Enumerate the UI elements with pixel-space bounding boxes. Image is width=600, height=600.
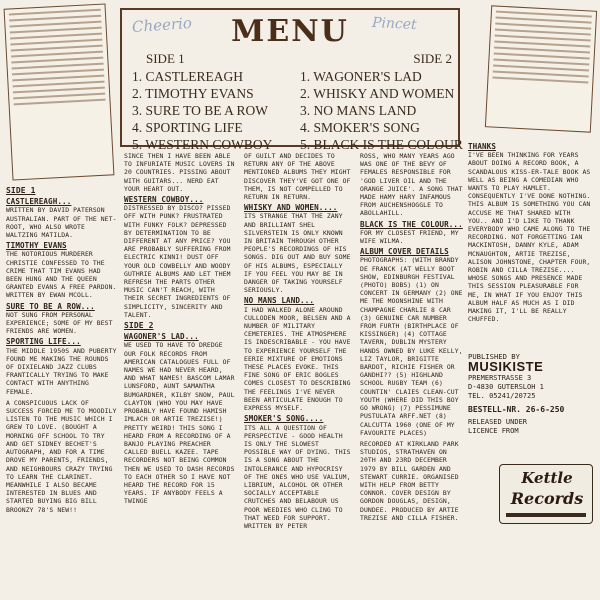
section-heading: SMOKER'S SONG.... (244, 414, 324, 424)
catalogue-number: BESTELL-NR. 26-6-250 (468, 405, 565, 414)
section-text: ROSS, WHO MANY YEARS AGO WAS ONE OF THE BEVY OF FEMALES RESPONSIBLE FOR 'GOD LIVER OIL AND THE ORANGE JUICE'. A SONG THAT MADE HAMY HARY INFAMOUS FROM AUCHENSHOGGLE TO ABOLLAHILL. (360, 152, 463, 218)
side1-tracklist (132, 50, 292, 153)
records-logo-word: Records (510, 489, 584, 508)
section-heading: CASTLEREAGH... (6, 197, 72, 207)
decorative-note-card-left (4, 3, 115, 180)
side2-track: 2. WHISKY AND WOMEN (300, 86, 455, 101)
published-by-label: PUBLISHED BY (468, 352, 520, 361)
section-heading: WAGONER'S LAD... (124, 332, 199, 342)
section-text: ITS STRANGE THAT THE ZANY AND BRILLIANT SHEL SILVERSTEIN IS ONLY KNOWN IN BRITAIN THROUGH OTHER PEOPLE'S RECORDINGS OF HIS SONGS. DIG OUT AND BUY SOME OF HIS ALBUMS, ESPECIALLY IF YOU FEEL YOU MAY BE IN DANGER OF TAKING YOURSELF SERIOUSLY. (244, 212, 351, 295)
side2-track: 3. NO MANS LAND (300, 103, 417, 118)
section-text: THE NOTORIOUS MURDERER CHRISTIE CONFESSED TO THE CRIME THAT TIM EVANS HAD BEEN HUNG AND THE QUEEN GRANTED EVANS A FREE PARDON. WRITTEN BY EWAN MCOLL. (6, 250, 117, 300)
notes-column-4 (360, 152, 464, 525)
section-text: FOR MY CLOSEST FRIEND, MY WIFE WILMA. (360, 228, 459, 246)
section-heading: SIDE 2 (124, 321, 154, 331)
section-heading: SURE TO BE A ROW... (6, 301, 95, 311)
side2-tracklist (300, 50, 463, 153)
section-heading: BLACK IS THE COLOUR... (360, 219, 463, 229)
publisher-address-line: D-4830 GUTERSLOH 1 (468, 383, 544, 391)
section-text: I'VE BEEN THINKING FOR YEARS ABOUT DOING A RECORD BOOK, A SCANDALOUS KISS-ER-TALE BOOK AS WELL AS BEING A COMEDIAN WHO WANTS TO PLAY HAMLET. CONSEQUENTLY I'VE DONE NOTHING. THIS ALBUM IS SOMETHING YOU CAN ACCUSE ME THAT SHARED WITH YOU.. AND I'D LIKE TO THANK EVERYBODY WHO CAME ALONG TO THE RECORDING. NOT FORGETTING IAN MACKINTOSH, DANNY KYLE, ADAM MCNAUGHTON, ARTIE TREZISE, ALISON JOHNSTONE, CHAPTER FOUR, ROBIN AND CILLA TREZISE.... WHOSE SONGS AND PRESENCE MADE THIS SESSION PLEASURABLE FOR ME, IN WHAT IF YOU ENJOY THIS ALBUM HALF AS MUCH AS I DID MAKING IT, I'LL BE REALLY CHUFFED. (468, 151, 591, 324)
decorative-note-card-right (485, 5, 597, 132)
publisher-info (468, 352, 593, 436)
section-text: THE MIDDLE 1950S AND PUBERTY FOUND ME MAKING THE ROUNDS OF DIXIELAND JAZZ CLUBS FRANTICALLY TRYING TO MAKE CONTACT WITH ANYTHING FEMALE. (6, 346, 117, 396)
section-heading: WHISKY AND WOMEN.... (244, 203, 338, 213)
section-text: SINCE THEN I HAVE BEEN ABLE TO INFURIATE MUSIC LOVERS IN 20 COUNTRIES. PISSING ABOUT WITH GUITARS... NERD EAT YOUR HEART OUT. (124, 152, 235, 193)
logo-underline-bar (506, 513, 586, 517)
section-text: DISTRESSED BY DISCO? PISSED OFF WITH PUNK? FRUSTRATED WITH FUNKY FOLK? DEPRESSED BY DETERMINATION TO BE DIFFERENT AT ANY PRICE? YOU ARE PROBABLY SUFFERING FROM ELECTRIC KINNI! DUST OFF YOUR OLD COWBELLY AND WOODY GUTHRIE ALBUMS AND LET THEM REFRESH THE PARTS OTHER MUSIC CAN'T REACH, WITH THEIR SECRET INGREDIENTS OF SIMPLICITY, SINCERITY AND TALENT. (124, 204, 231, 319)
section-text: A CONSPICUOUS LACK OF SUCCESS FORCED ME TO MOODILY LISTEN TO THE MUSIC WHICH I GREW TO LOVE. (BOUGHT A MORNING OFF SCHOOL TO TRY AND GET SIDNEY BECHET'S AUTOGRAPH, AND FOR A TIME DROVE MY PARENTS, FRIENDS, AND NEIGHBOURS CRAZY TRYING TO LEARN THE CLARINET. MEANWHILE I ALSO BECAME INTERESTED IN BLUES AND STARTED BUYING BIG BILL BROONZY 78'S NEW!! (6, 398, 117, 514)
section-heading: ALBUM COVER DETAILS (360, 247, 449, 257)
publisher-address-line: PREMERSTRASSE 3 (468, 374, 532, 382)
section-heading: THANKS (468, 142, 497, 151)
kettle-logo-word: Kettle (521, 469, 573, 487)
musikiste-logo-text: MUSIKISTE (468, 359, 544, 374)
side2-track: 4. SMOKER'S SONG (300, 120, 420, 135)
side2-track: 1. WAGONER'S LAD (300, 69, 422, 84)
autograph-signature: Cheerio (131, 13, 193, 37)
section-heading: TIMOTHY EVANS (6, 241, 67, 251)
side2-header: SIDE 2 (413, 51, 452, 66)
section-heading: SIDE 1 (6, 186, 36, 195)
notes-column-3 (244, 152, 354, 533)
section-heading: WESTERN COWBOY... (124, 195, 204, 205)
kettle-records-logo (499, 464, 593, 524)
publisher-address-line: TEL. 05241/20725 (468, 392, 536, 400)
side1-track: 2. TIMOTHY EVANS (132, 86, 254, 101)
side1-track: 4. SPORTING LIFE (132, 120, 243, 135)
section-text: OF GUILT AND DECIDES TO RETURN ANY OF THE ABOVE MENTIONED ALBUMS THEY MIGHT DISCOVER THEY'VE GOT ONE OF THEM, IS NOT COMPELLED TO RETURN IN RETURN. (244, 152, 351, 202)
side1-track: 1. CASTLEREAGH (132, 69, 243, 84)
section-heading: SPORTING LIFE... (6, 337, 81, 347)
section-text: WE USED TO HAVE TO DREDGE OUR FOLK RECORDS FROM AMERICAN CATALOGUES FULL OF NAMES WE HAD NEVER HEARD, AND WHAT NAMES! BASCOM LAMAR LUNSFORD, AUNT SAMANTHA BUMGARDNER, KILBY SNOW, PAUL CLAYTON (WHO YOU MAY HAVE PROBABLY HAVE FOUND HAMISH IMLACH OR ARTIE TREZISE!) PRETTY WEIRD! THIS SONG I HEARD FROM A RECORDING OF A BANJO PLAYING PREACHER CALLED BUELL KAZEE. TAPE RECORDERS NOT BEING COMMON THEN WE USED TO DASH RECORDS TO EACH OTHER SO I HAVE NOT HEARD THE RECORD FOR 15 YEARS. IF ANYBODY FEELS A TWINGE (124, 341, 235, 506)
side1-track: 5. WESTERN COWBOY (132, 137, 273, 152)
side2-track: 5. BLACK IS THE COLOUR (300, 137, 463, 152)
notes-column-2 (124, 152, 238, 509)
notes-column-1 (6, 184, 118, 517)
side1-header: SIDE 1 (146, 51, 185, 66)
section-heading: NO MANS LAND... (244, 296, 315, 306)
section-text: I HAD WALKED ALONE AROUND CULLODEN MOOR, BELSEN AND A NUMBER OF MILITARY CEMETERIES. THE ATMOSPHERE IS INDESCRIBABLE - YOU HAVE TO EXPERIENCE YOURSELF THE EERIE MIXTURE OF EMOTIONS THESE PLACES EVOKE. THIS FINE SONG OF ERIC BOGLES COMES CLOSEST TO DESCRIBING THE FEELINGS I'VE NEVER BEEN ARTICULATE ENOUGH TO EXPRESS MYSELF. (244, 305, 351, 413)
section-text: RECORDED AT KIRKLAND PARK STUDIOS, STRATHAVEN ON 20TH AND 23RD DECEMBER 1979 BY BILL GARDEN AND STEWART CURRIE. ORGANISED WITH HELP FROM BETTY CONNOR. COVER DESIGN BY GORDON DOUGLAS, DESIGN, DUNDEE. PRODUCED BY ARTIE TREZISE AND CILLA FISHER. (360, 439, 459, 522)
section-text: NOT SUNG FROM PERSONAL EXPERIENCE; SOME OF MY BEST FRIENDS ARE WOMEN. (6, 310, 113, 336)
licence-note: RELEASED UNDER LICENCE FROM (468, 418, 528, 435)
notes-column-5 (468, 140, 592, 326)
side1-track: 3. SURE TO BE A ROW (132, 103, 269, 118)
autograph-signature: Pincet (371, 14, 418, 34)
menu-title: MENU (231, 14, 349, 49)
section-text: WRITTEN BY DAVID PATERSON AUSTRALIAN. PART OF THE NET-ROOT, WHO ALSO WROTE WALTZING MATILDA. (6, 206, 117, 240)
section-text: PHOTOGRAPHS: (WITH BRANDY DE FRANCK (AT WELLY BOOT SHOW, EDINBURGH FESTIVAL (PHOTO) BOBS) (1) ON CONCERT IN GERMANY (2) ONE ME THE MOONSHINE WITH CHAMPAGNE CHARLIE 8 CAR (3) GENUINE CAR NUMBER FROM FURTH (BIRTHPLACE OF KISSINGER) (4) COTTAGE TAVERN, DUBLIN MYSTERY HANDS OWNED BY LUKE KELLY, LIZ TAYLOR, BRIGITTE BARDOT, RICHIE FISHER OR GANDHI?? (5) HIGHLAND SCHOOL RUGBY TEAM (6) COUNTIN' CLAIES CLEAN-CUT YOUTH (WHERE DID THIS BOY GO WRONG) (7) PESSIMUNE PUSTULATA ARFF.NET (8) CALCUTTA 1960 (ONE OF MY FAVOURITE PLACES) (360, 256, 463, 437)
section-text: ITS ALL A QUESTION OF PERSPECTIVE - GOOD HEALTH IS ONLY THE SLOWEST POSSIBLE WAY OF DYING. THIS IS A SONG ABOUT THE INTOLERANCE AND HYPOCRISY OF THE ONES WHO USE VALIUM, LIBRIUM, ALCOHOL OR OTHER SOCIALLY ACCEPTABLE CRUTCHES AND BELABOUR US POOR WEEDIES WHO CLING TO THAT WEED FOR SUPPORT. WRITTEN BY PETER (244, 423, 351, 530)
